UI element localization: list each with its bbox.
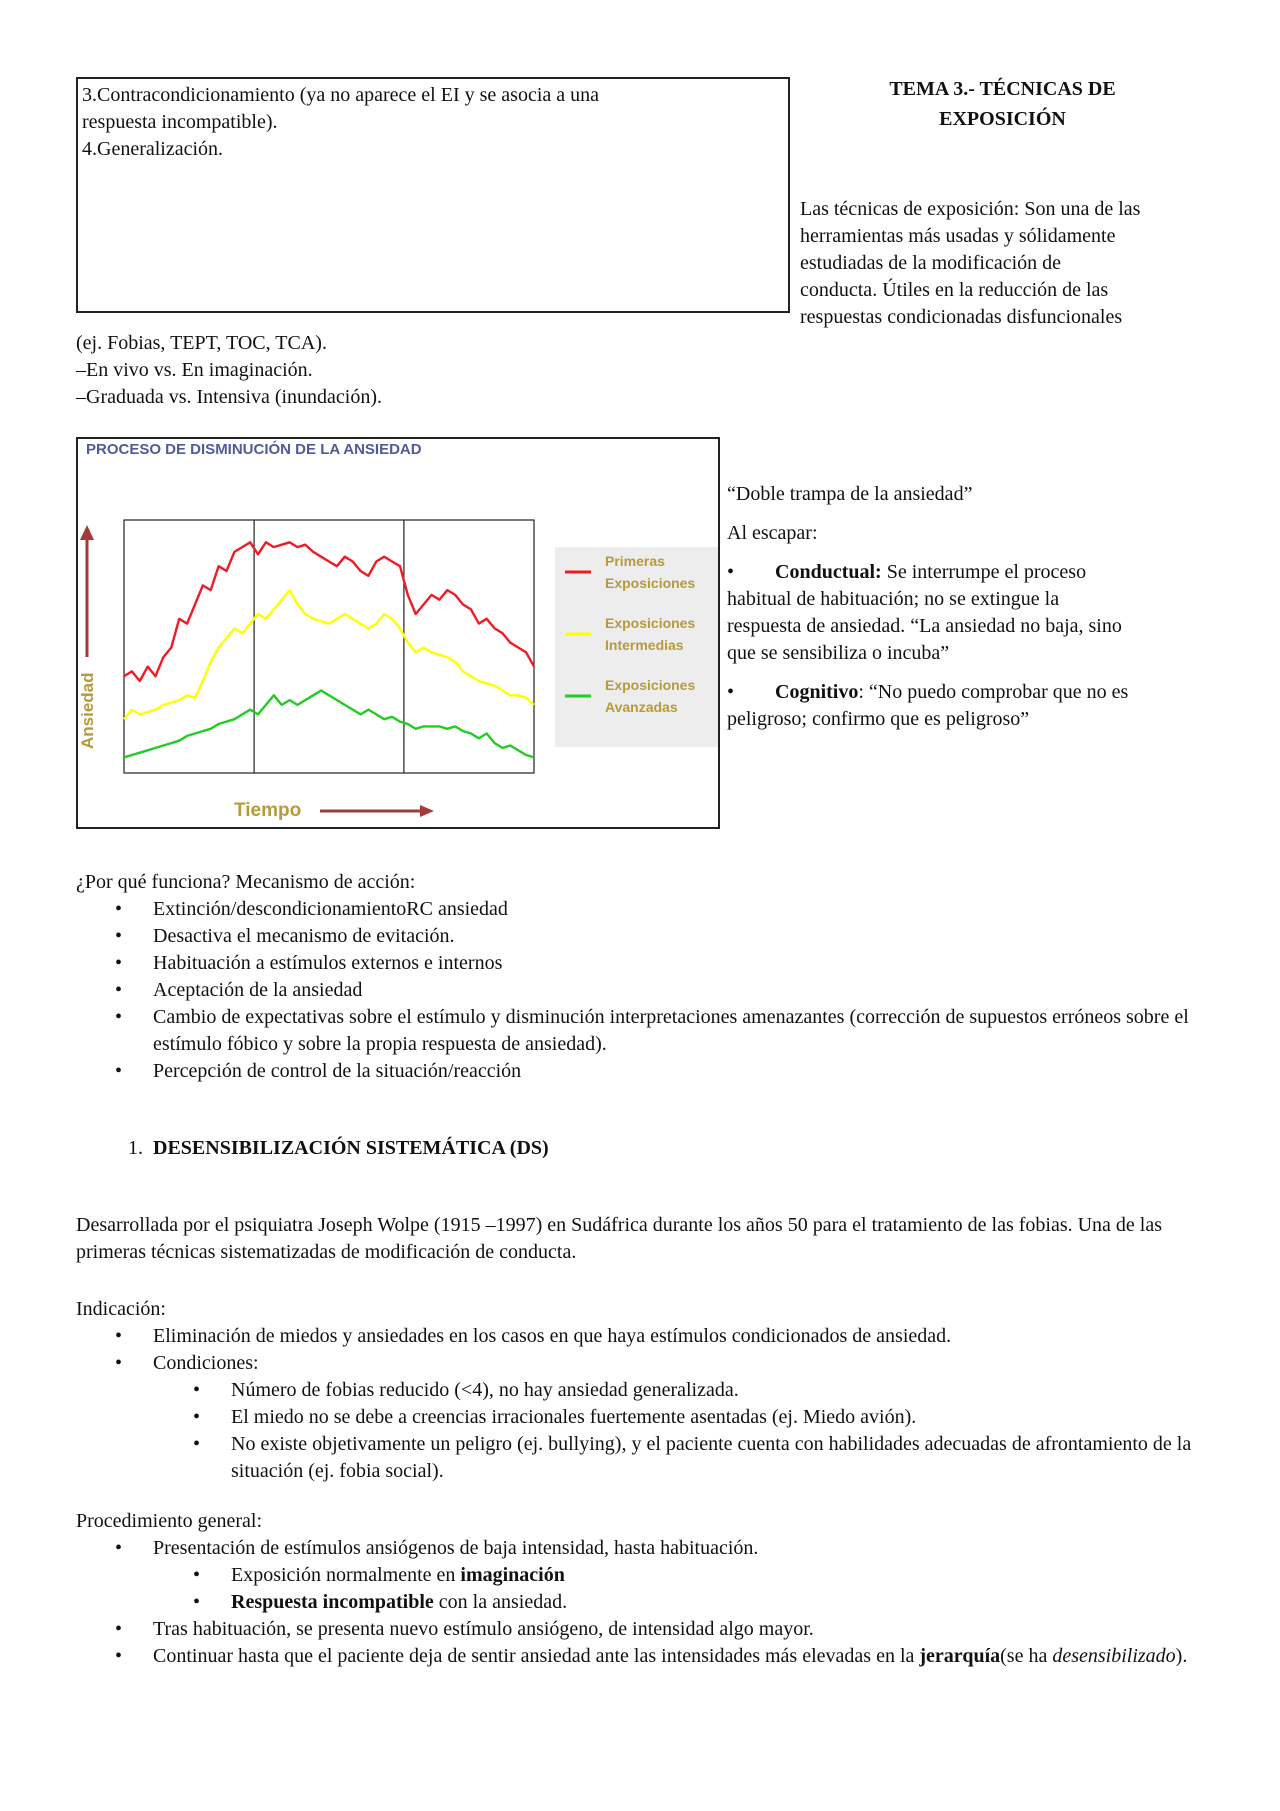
intro-line: respuestas condicionadas disfuncionales bbox=[800, 306, 1123, 328]
conductual-text: que se sensibiliza o incuba” bbox=[727, 642, 950, 664]
section-title: DESENSIBILIZACIÓN SISTEMÁTICA (DS) bbox=[153, 1137, 549, 1159]
list-item-text bbox=[231, 1562, 1226, 1589]
cognitivo-label: Cognitivo bbox=[775, 681, 859, 703]
section-number: 1. bbox=[128, 1137, 143, 1159]
list-item-text: Aceptación de la ansiedad bbox=[153, 979, 363, 1001]
list-item bbox=[76, 1535, 1226, 1562]
list-item-text: Tras habituación, se presenta nuevo estímulo ansiógeno, de intensidad algo mayor. bbox=[153, 1618, 814, 1640]
bullet: • bbox=[114, 1537, 122, 1559]
bullet: • bbox=[727, 561, 735, 583]
chart-title: PROCESO DE DISMINUCIÓN DE LA ANSIEDAD bbox=[86, 441, 422, 458]
bullet: • bbox=[114, 1006, 122, 1028]
bullet: • bbox=[192, 1406, 200, 1428]
series-lines bbox=[124, 542, 534, 757]
box-line: 3.Contracondicionamiento (ya no aparece el EI y se asocia a una bbox=[82, 84, 600, 106]
list-item bbox=[76, 1643, 1226, 1670]
title-line-2: EXPOSICIÓN bbox=[939, 108, 1066, 130]
legend-label-2: Exposiciones bbox=[605, 615, 696, 631]
legend-label-1: Exposiciones bbox=[605, 575, 696, 591]
list-item-text: Habituación a estímulos externos e internos bbox=[153, 952, 503, 974]
conductual-text: habitual de habituación; no se extingue la bbox=[727, 588, 1060, 610]
bold-run: Respuesta incompatible bbox=[231, 1591, 434, 1613]
indication-list bbox=[76, 1323, 1226, 1485]
bullet: • bbox=[114, 898, 122, 920]
list-item-text: No existe objetivamente un peligro (ej. bullying), y el paciente cuenta con habilidades adecuadas de afrontamiento de la situación (ej. fobia social). bbox=[231, 1433, 1192, 1482]
section-heading bbox=[76, 1135, 1226, 1162]
indication-section bbox=[76, 1296, 1226, 1485]
bullet: • bbox=[192, 1591, 200, 1613]
list-item bbox=[76, 1058, 1226, 1085]
sub-list-item bbox=[76, 1562, 1226, 1589]
bullet: • bbox=[114, 1645, 122, 1667]
bullet: • bbox=[114, 979, 122, 1001]
list-item bbox=[76, 1616, 1226, 1643]
box-line: respuesta incompatible). bbox=[82, 111, 278, 133]
intro-continuation bbox=[76, 330, 796, 411]
text-run: Continuar hasta que el paciente deja de sentir ansiedad ante las intensidades más elevadas en la bbox=[153, 1645, 920, 1667]
text-run: ). bbox=[1175, 1645, 1188, 1667]
procedure-list bbox=[76, 1535, 1226, 1670]
cognitivo-text: : “No puedo comprobar que no es bbox=[858, 681, 1129, 703]
continuation-line: –En vivo vs. En imaginación. bbox=[76, 359, 313, 381]
page-title bbox=[800, 74, 1205, 134]
procedure-heading: Procedimiento general: bbox=[76, 1510, 263, 1532]
double-trap-quote: “Doble trampa de la ansiedad” bbox=[727, 483, 973, 505]
mechanism-section bbox=[76, 869, 1226, 1085]
continuation-line: –Graduada vs. Intensiva (inundación). bbox=[76, 386, 383, 408]
intro-paragraph bbox=[800, 196, 1220, 331]
continuation-box bbox=[76, 77, 790, 313]
text-run: con la ansiedad. bbox=[433, 1591, 568, 1613]
anxiety-chart-svg bbox=[78, 439, 718, 827]
legend-label-3: Exposiciones bbox=[605, 677, 696, 693]
bullet: • bbox=[192, 1433, 200, 1455]
bullet: • bbox=[114, 1618, 122, 1640]
bullet: • bbox=[727, 681, 735, 703]
intro-line: herramientas más usadas y sólidamente bbox=[800, 225, 1116, 247]
list-item-text: Desactiva el mecanismo de evitación. bbox=[153, 925, 455, 947]
list-item bbox=[76, 950, 1226, 977]
conductual-label: Conductual: bbox=[775, 561, 882, 583]
intro-line: Las técnicas de exposición: Son una de las bbox=[800, 198, 1141, 220]
paragraph-text: Desarrollada por el psiquiatra Joseph Wolpe (1915 –1997) en Sudáfrica durante los años 50 para el tratamiento de las fobias. Una de las primeras técnicas sistematizadas de modificación de conducta. bbox=[76, 1214, 1163, 1263]
cognitivo-item bbox=[727, 679, 1217, 733]
series-line-2 bbox=[124, 590, 534, 719]
title-line-1: TEMA 3.- TÉCNICAS DE bbox=[889, 78, 1116, 100]
bullet: • bbox=[192, 1379, 200, 1401]
list-item-text: Número de fobias reducido (<4), no hay ansiedad generalizada. bbox=[231, 1379, 739, 1401]
conductual-item bbox=[727, 559, 1217, 667]
legend-label-2: Intermedias bbox=[605, 637, 684, 653]
list-item-text bbox=[231, 1589, 1226, 1616]
list-item-text: Percepción de control de la situación/reacción bbox=[153, 1060, 522, 1082]
list-item-text: Condiciones: bbox=[153, 1352, 259, 1374]
indication-heading: Indicación: bbox=[76, 1298, 166, 1320]
list-item-text: El miedo no se debe a creencias irracionales fuertemente asentadas (ej. Miedo avión). bbox=[231, 1406, 917, 1428]
mechanism-heading: ¿Por qué funciona? Mecanismo de acción: bbox=[76, 871, 416, 893]
bullet: • bbox=[114, 1325, 122, 1347]
escape-heading: Al escapar: bbox=[727, 522, 818, 544]
double-trap-section bbox=[727, 481, 1217, 745]
list-item bbox=[76, 1350, 1226, 1377]
conductual-text: respuesta de ansiedad. “La ansiedad no baja, sino bbox=[727, 615, 1122, 637]
list-item-text: Presentación de estímulos ansiógenos de baja intensidad, hasta habituación. bbox=[153, 1537, 759, 1559]
bullet: • bbox=[114, 1060, 122, 1082]
bold-run: jerarquía bbox=[919, 1645, 1001, 1667]
list-item bbox=[76, 977, 1226, 1004]
procedure-section bbox=[76, 1508, 1226, 1670]
x-axis-label: Tiempo bbox=[234, 800, 302, 821]
continuation-line: (ej. Fobias, TEPT, TOC, TCA). bbox=[76, 332, 327, 354]
legend-label-3: Avanzadas bbox=[605, 699, 678, 715]
text-run: Exposición normalmente en bbox=[231, 1564, 461, 1586]
bullet: • bbox=[114, 1352, 122, 1374]
bullet: • bbox=[114, 952, 122, 974]
cognitivo-text: peligroso; confirmo que es peligroso” bbox=[727, 708, 1030, 730]
series-line-1 bbox=[124, 542, 534, 681]
list-item-text: Eliminación de miedos y ansiedades en los casos en que haya estímulos condicionados de ansiedad. bbox=[153, 1325, 952, 1347]
list-item-text: Extinción/descondicionamientoRC ansiedad bbox=[153, 898, 508, 920]
text-run: (se ha bbox=[1000, 1645, 1053, 1667]
sub-list-item bbox=[76, 1589, 1226, 1616]
mechanism-list bbox=[76, 896, 1226, 1085]
box-line: 4.Generalización. bbox=[82, 138, 224, 160]
list-item bbox=[76, 1004, 1226, 1058]
series-line-3 bbox=[124, 691, 534, 758]
intro-line: estudiadas de la modificación de bbox=[800, 252, 1062, 274]
intro-line: conducta. Útiles en la reducción de las bbox=[800, 279, 1109, 301]
sub-list-item bbox=[76, 1431, 1226, 1485]
anxiety-chart bbox=[76, 437, 720, 829]
y-axis-label: Ansiedad bbox=[78, 672, 97, 749]
sub-list-item bbox=[76, 1377, 1226, 1404]
bold-run: imaginación bbox=[460, 1564, 565, 1586]
list-item bbox=[76, 896, 1226, 923]
list-item-text: Cambio de expectativas sobre el estímulo y disminución interpretaciones amenazantes (corrección de supuestos erróneos sobre el estímulo fóbico y sobre la propia respuesta de ansiedad). bbox=[153, 1006, 1189, 1055]
sub-list-item bbox=[76, 1404, 1226, 1431]
list-item bbox=[76, 1323, 1226, 1350]
conductual-text: Se interrumpe el proceso bbox=[881, 561, 1087, 583]
legend-label-1: Primeras bbox=[605, 553, 665, 569]
x-axis-arrowhead bbox=[420, 805, 434, 817]
italic-run: desensibilizado bbox=[1052, 1645, 1176, 1667]
list-item bbox=[76, 923, 1226, 950]
y-axis-arrowhead bbox=[80, 525, 94, 540]
list-item-text bbox=[153, 1643, 1226, 1670]
wolpe-paragraph bbox=[76, 1212, 1226, 1266]
bullet: • bbox=[114, 925, 122, 947]
bullet: • bbox=[192, 1564, 200, 1586]
